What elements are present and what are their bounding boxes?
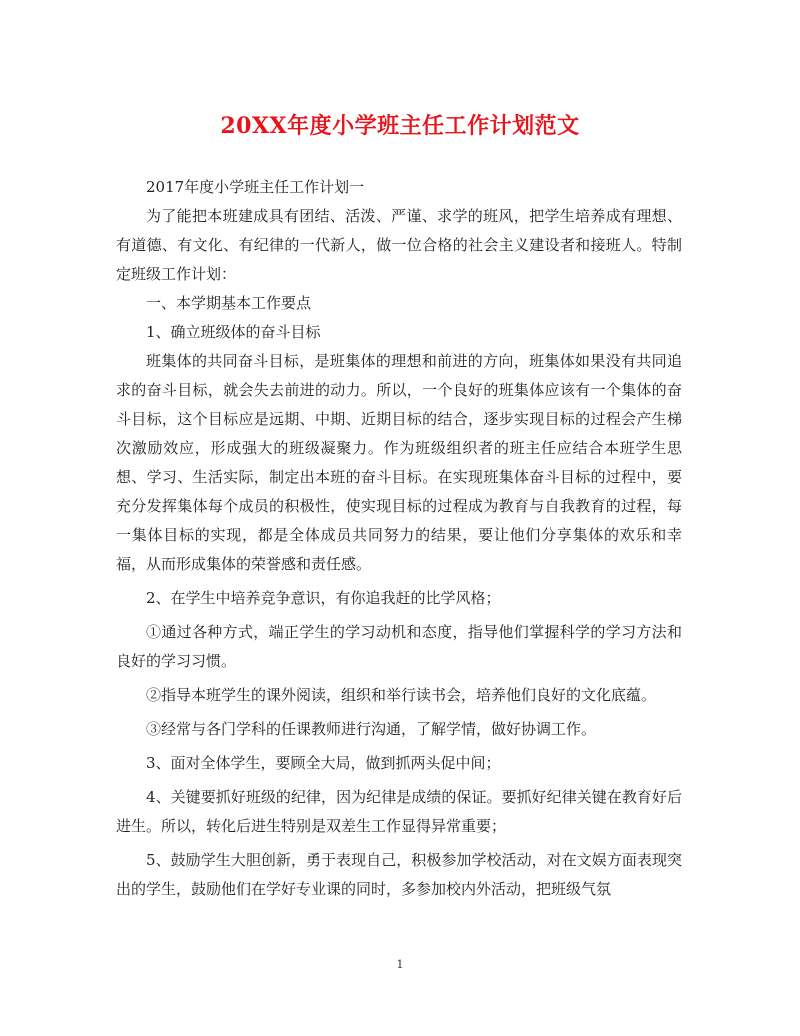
list-item: ①通过各种方式，端正学生的学习动机和态度，指导他们掌握科学的学习方法和良好的学习习惯。 <box>116 623 682 670</box>
page-number: 1 <box>396 958 404 971</box>
list-item: ②指导本班学生的课外阅读，组织和举行读书会，培养他们良好的文化底蕴。 <box>146 686 657 704</box>
subsection-heading: 2、在学生中培养竞争意识，有你追我赶的比学风格； <box>146 589 501 607</box>
subtitle-paragraph: 2017年度小学班主任工作计划一 <box>146 178 365 196</box>
subsection-heading: 3、面对全体学生，要顾全大局，做到抓两头促中间； <box>146 754 501 772</box>
subsection-paragraph: 4、关键要抓好班级的纪律，因为纪律是成绩的保证。要抓好纪律关键在教育好后进生。所以，转化后进生特别是双差生工作显得异常重要； <box>116 788 682 835</box>
document-body <box>116 173 682 904</box>
list-item: ③经常与各门学科的任课教师进行沟通，了解学情，做好协调工作。 <box>146 720 597 738</box>
subsection-paragraph: 5、鼓励学生大胆创新，勇于表现自己，积极参加学校活动，对在文娱方面表现突出的学生，鼓励他们在学好专业课的同时，多参加校内外活动，把班级气氛 <box>116 851 682 898</box>
subsection-heading: 1、确立班级体的奋斗目标 <box>146 323 321 341</box>
intro-paragraph: 为了能把本班建成具有团结、活泼、严谨、求学的班风，把学生培养成有理想、有道德、有文化、有纪律的一代新人，做一位合格的社会主义建设者和接班人。特制定班级工作计划： <box>116 207 682 283</box>
body-paragraph: 班集体的共同奋斗目标，是班集体的理想和前进的方向，班集体如果没有共同追求的奋斗目标，就会失去前进的动力。所以，一个良好的班集体应该有一个集体的奋斗目标，这个目标应是远期、中期、近期目标的结合，逐步实现目标的过程会产生梯次激励效应，形成强大的班级凝聚力。作为班级组织者的班主任应结合本班学生思想、学习、生活实际，制定出本班的奋斗目标。在实现班集体奋斗目标的过程中，要充分发挥集体每个成员的积极性，使实现目标的过程成为教育与自我教育的过程，每一集体目标的实现，都是全体成员共同努力的结果，要让他们分享集体的欢乐和幸福，从而形成集体的荣誉感和责任感。 <box>116 352 682 573</box>
section-heading: 一、本学期基本工作要点 <box>146 294 312 312</box>
document-title: 20XX年度小学班主任工作计划范文 <box>220 113 580 139</box>
